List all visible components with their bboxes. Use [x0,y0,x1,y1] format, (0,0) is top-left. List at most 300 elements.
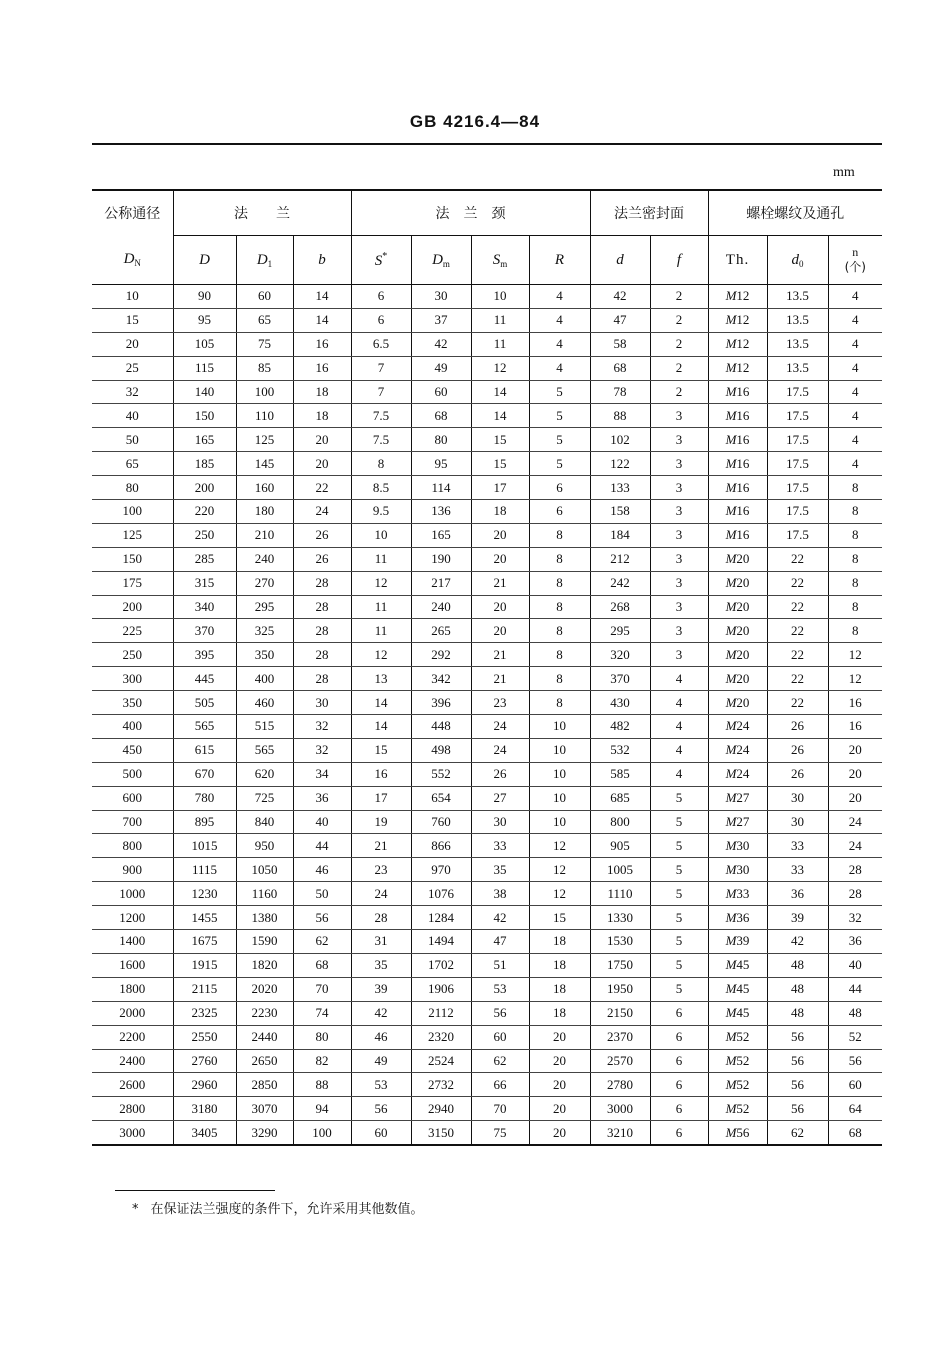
cell-D: 200 [173,476,236,500]
cell-Sm: 70 [471,1097,529,1121]
cell-dn: 150 [92,547,173,571]
cell-thread: M52 [708,1049,767,1073]
cell-thread: M39 [708,930,767,954]
cell-Dm: 2112 [411,1001,471,1025]
cell-R: 18 [529,953,590,977]
table-row [92,1001,882,1025]
cell-R: 5 [529,404,590,428]
cell-R: 12 [529,858,590,882]
cell-d0: 22 [767,643,828,667]
cell-n: 8 [828,476,882,500]
cell-thread: M45 [708,1001,767,1025]
table-row [92,595,882,619]
cell-n: 8 [828,523,882,547]
cell-R: 4 [529,356,590,380]
header-S: S* [351,236,411,285]
header-b: b [293,236,351,285]
cell-Dm: 136 [411,500,471,524]
cell-d0: 17.5 [767,523,828,547]
cell-dn: 450 [92,738,173,762]
cell-Sm: 21 [471,667,529,691]
cell-R: 5 [529,452,590,476]
header-dn: $D_N$ [123,251,141,269]
cell-thread: M36 [708,906,767,930]
table-row [92,619,882,643]
cell-D: 150 [173,404,236,428]
cell-f: 6 [650,1097,708,1121]
cell-n: 8 [828,500,882,524]
cell-d0: 17.5 [767,500,828,524]
table-row [92,977,882,1001]
cell-Sm: 11 [471,332,529,356]
table-row [92,380,882,404]
cell-D1: 350 [236,643,293,667]
cell-Dm: 49 [411,356,471,380]
cell-Dm: 190 [411,547,471,571]
cell-dn: 2000 [92,1001,173,1025]
table-row [92,810,882,834]
cell-Dm: 217 [411,571,471,595]
cell-D1: 1380 [236,906,293,930]
table-row [92,858,882,882]
cell-b: 14 [293,308,351,332]
cell-b: 20 [293,452,351,476]
cell-Sm: 20 [471,595,529,619]
cell-d: 184 [590,523,650,547]
cell-Dm: 95 [411,452,471,476]
cell-n: 4 [828,332,882,356]
cell-Sm: 47 [471,930,529,954]
cell-S: 11 [351,619,411,643]
cell-b: 50 [293,882,351,906]
cell-R: 10 [529,738,590,762]
cell-Dm: 1906 [411,977,471,1001]
cell-d: 42 [590,285,650,309]
cell-D1: 240 [236,547,293,571]
cell-R: 4 [529,332,590,356]
cell-S: 60 [351,1121,411,1145]
cell-D1: 1820 [236,953,293,977]
header-D1: $D_1$ [236,236,293,285]
cell-d: 268 [590,595,650,619]
cell-b: 30 [293,691,351,715]
cell-S: 7.5 [351,428,411,452]
cell-Dm: 30 [411,285,471,309]
cell-R: 12 [529,834,590,858]
cell-dn: 32 [92,380,173,404]
cell-R: 15 [529,906,590,930]
cell-n: 4 [828,428,882,452]
cell-dn: 20 [92,332,173,356]
cell-b: 74 [293,1001,351,1025]
cell-Sm: 60 [471,1025,529,1049]
cell-b: 82 [293,1049,351,1073]
cell-dn: 700 [92,810,173,834]
cell-d: 122 [590,452,650,476]
cell-S: 31 [351,930,411,954]
cell-dn: 1200 [92,906,173,930]
cell-d: 58 [590,332,650,356]
cell-S: 12 [351,571,411,595]
cell-n: 12 [828,643,882,667]
cell-R: 8 [529,571,590,595]
cell-d: 1005 [590,858,650,882]
cell-f: 4 [650,691,708,715]
cell-S: 49 [351,1049,411,1073]
cell-thread: M52 [708,1025,767,1049]
cell-f: 2 [650,380,708,404]
cell-R: 8 [529,691,590,715]
cell-Dm: 2940 [411,1097,471,1121]
cell-D1: 125 [236,428,293,452]
cell-n: 4 [828,285,882,309]
cell-Dm: 265 [411,619,471,643]
cell-d: 1330 [590,906,650,930]
cell-d0: 17.5 [767,428,828,452]
cell-d0: 13.5 [767,356,828,380]
cell-b: 32 [293,738,351,762]
cell-dn: 300 [92,667,173,691]
cell-f: 5 [650,977,708,1001]
cell-b: 80 [293,1025,351,1049]
cell-f: 3 [650,547,708,571]
cell-dn: 100 [92,500,173,524]
cell-n: 4 [828,308,882,332]
cell-d: 532 [590,738,650,762]
cell-d0: 56 [767,1025,828,1049]
cell-thread: M56 [708,1121,767,1145]
cell-f: 3 [650,595,708,619]
cell-S: 21 [351,834,411,858]
header-Dm: $D_m$ [411,236,471,285]
cell-n: 24 [828,810,882,834]
cell-D1: 270 [236,571,293,595]
cell-d: 1950 [590,977,650,1001]
cell-f: 3 [650,404,708,428]
cell-Sm: 35 [471,858,529,882]
cell-b: 28 [293,595,351,619]
cell-D1: 65 [236,308,293,332]
table-row [92,762,882,786]
cell-D1: 1050 [236,858,293,882]
cell-b: 16 [293,356,351,380]
cell-n: 12 [828,667,882,691]
cell-R: 20 [529,1097,590,1121]
cell-b: 18 [293,404,351,428]
cell-Dm: 2732 [411,1073,471,1097]
cell-D1: 60 [236,285,293,309]
cell-D1: 950 [236,834,293,858]
cell-n: 28 [828,882,882,906]
cell-thread: M16 [708,404,767,428]
cell-D1: 145 [236,452,293,476]
cell-D: 285 [173,547,236,571]
cell-D1: 160 [236,476,293,500]
table-row [92,452,882,476]
cell-dn: 1800 [92,977,173,1001]
cell-R: 8 [529,523,590,547]
cell-Sm: 21 [471,571,529,595]
cell-Sm: 51 [471,953,529,977]
cell-d: 2150 [590,1001,650,1025]
cell-R: 4 [529,285,590,309]
cell-Sm: 75 [471,1121,529,1145]
cell-S: 7.5 [351,404,411,428]
header-D: D [173,236,236,285]
cell-dn: 200 [92,595,173,619]
cell-dn: 2600 [92,1073,173,1097]
cell-D1: 325 [236,619,293,643]
cell-n: 44 [828,977,882,1001]
cell-d: 2370 [590,1025,650,1049]
cell-D1: 515 [236,715,293,739]
cell-d0: 36 [767,882,828,906]
cell-D: 105 [173,332,236,356]
cell-d: 133 [590,476,650,500]
cell-D1: 100 [236,380,293,404]
table-row [92,643,882,667]
cell-d: 295 [590,619,650,643]
cell-thread: M45 [708,953,767,977]
table-row [92,332,882,356]
cell-Sm: 38 [471,882,529,906]
header-group-neck: 法 兰 颈 [351,190,590,236]
cell-thread: M20 [708,619,767,643]
cell-thread: M24 [708,738,767,762]
cell-Dm: 1284 [411,906,471,930]
cell-D1: 180 [236,500,293,524]
cell-d0: 17.5 [767,452,828,476]
cell-Sm: 30 [471,810,529,834]
cell-D: 1230 [173,882,236,906]
cell-thread: M20 [708,595,767,619]
cell-d0: 26 [767,738,828,762]
cell-n: 64 [828,1097,882,1121]
cell-thread: M30 [708,858,767,882]
cell-b: 34 [293,762,351,786]
cell-dn: 40 [92,404,173,428]
cell-b: 62 [293,930,351,954]
cell-f: 3 [650,571,708,595]
header-d: d [590,236,650,285]
cell-S: 6 [351,285,411,309]
cell-Dm: 68 [411,404,471,428]
cell-dn: 800 [92,834,173,858]
cell-Dm: 37 [411,308,471,332]
cell-Sm: 27 [471,786,529,810]
table-row [92,523,882,547]
cell-d0: 62 [767,1121,828,1145]
cell-thread: M12 [708,332,767,356]
cell-d0: 22 [767,571,828,595]
table-row [92,500,882,524]
header-bolt-count: n (个) [828,236,882,285]
cell-d0: 22 [767,595,828,619]
cell-dn: 175 [92,571,173,595]
cell-b: 46 [293,858,351,882]
cell-f: 6 [650,1073,708,1097]
cell-D: 370 [173,619,236,643]
cell-dn: 125 [92,523,173,547]
cell-thread: M16 [708,380,767,404]
cell-d0: 13.5 [767,308,828,332]
cell-D1: 725 [236,786,293,810]
cell-d0: 22 [767,667,828,691]
header-group-flange: 法 兰 [173,190,351,236]
header-nominal-diameter: 公称通径 [104,206,161,223]
cell-f: 6 [650,1001,708,1025]
cell-n: 28 [828,858,882,882]
cell-dn: 3000 [92,1121,173,1145]
cell-n: 32 [828,906,882,930]
cell-f: 3 [650,452,708,476]
cell-n: 16 [828,715,882,739]
cell-d: 3000 [590,1097,650,1121]
cell-d0: 22 [767,691,828,715]
cell-D1: 2020 [236,977,293,1001]
cell-Sm: 15 [471,428,529,452]
cell-dn: 500 [92,762,173,786]
cell-S: 9.5 [351,500,411,524]
cell-D: 2960 [173,1073,236,1097]
cell-R: 6 [529,500,590,524]
cell-Dm: 1494 [411,930,471,954]
cell-n: 68 [828,1121,882,1145]
cell-f: 4 [650,667,708,691]
cell-Sm: 33 [471,834,529,858]
cell-f: 5 [650,786,708,810]
cell-Dm: 654 [411,786,471,810]
cell-f: 5 [650,930,708,954]
cell-S: 15 [351,738,411,762]
cell-d0: 26 [767,715,828,739]
cell-thread: M27 [708,786,767,810]
cell-thread: M45 [708,977,767,1001]
cell-D1: 3070 [236,1097,293,1121]
cell-Dm: 60 [411,380,471,404]
cell-D1: 840 [236,810,293,834]
cell-R: 8 [529,619,590,643]
cell-R: 5 [529,428,590,452]
cell-R: 20 [529,1049,590,1073]
cell-f: 3 [650,523,708,547]
cell-R: 20 [529,1073,590,1097]
cell-n: 4 [828,404,882,428]
cell-n: 20 [828,786,882,810]
cell-S: 12 [351,643,411,667]
cell-dn: 15 [92,308,173,332]
cell-S: 13 [351,667,411,691]
cell-Dm: 448 [411,715,471,739]
cell-n: 8 [828,595,882,619]
table-row [92,953,882,977]
cell-Sm: 24 [471,715,529,739]
cell-D: 315 [173,571,236,595]
cell-d0: 17.5 [767,404,828,428]
cell-D: 2325 [173,1001,236,1025]
cell-b: 40 [293,810,351,834]
cell-D: 3405 [173,1121,236,1145]
cell-Sm: 42 [471,906,529,930]
cell-D1: 2230 [236,1001,293,1025]
cell-R: 8 [529,643,590,667]
cell-R: 12 [529,882,590,906]
cell-thread: M16 [708,452,767,476]
cell-n: 8 [828,571,882,595]
cell-Sm: 20 [471,619,529,643]
cell-b: 18 [293,380,351,404]
cell-D: 115 [173,356,236,380]
cell-Sm: 12 [471,356,529,380]
cell-R: 6 [529,476,590,500]
cell-thread: M20 [708,643,767,667]
table-row [92,476,882,500]
cell-S: 23 [351,858,411,882]
cell-D: 3180 [173,1097,236,1121]
cell-n: 60 [828,1073,882,1097]
cell-D: 505 [173,691,236,715]
cell-b: 26 [293,547,351,571]
cell-thread: M12 [708,308,767,332]
cell-D1: 400 [236,667,293,691]
cell-d0: 22 [767,547,828,571]
cell-dn: 2800 [92,1097,173,1121]
cell-dn: 600 [92,786,173,810]
cell-d0: 30 [767,810,828,834]
cell-d: 47 [590,308,650,332]
cell-D: 895 [173,810,236,834]
cell-D1: 565 [236,738,293,762]
cell-dn: 400 [92,715,173,739]
cell-Sm: 20 [471,523,529,547]
cell-thread: M24 [708,762,767,786]
cell-D: 95 [173,308,236,332]
cell-Sm: 23 [471,691,529,715]
cell-D1: 1160 [236,882,293,906]
cell-n: 4 [828,356,882,380]
cell-Sm: 21 [471,643,529,667]
cell-S: 7 [351,356,411,380]
cell-Sm: 15 [471,452,529,476]
cell-D1: 3290 [236,1121,293,1145]
cell-S: 53 [351,1073,411,1097]
cell-Dm: 1702 [411,953,471,977]
cell-b: 22 [293,476,351,500]
cell-D: 340 [173,595,236,619]
cell-R: 20 [529,1025,590,1049]
cell-f: 6 [650,1025,708,1049]
cell-Dm: 342 [411,667,471,691]
cell-n: 36 [828,930,882,954]
table-row [92,356,882,380]
cell-D: 165 [173,428,236,452]
cell-b: 70 [293,977,351,1001]
cell-d: 370 [590,667,650,691]
cell-dn: 1600 [92,953,173,977]
cell-d: 2780 [590,1073,650,1097]
table-row [92,882,882,906]
cell-n: 8 [828,547,882,571]
cell-b: 68 [293,953,351,977]
cell-Dm: 498 [411,738,471,762]
cell-dn: 25 [92,356,173,380]
cell-D1: 2850 [236,1073,293,1097]
cell-b: 100 [293,1121,351,1145]
cell-Sm: 14 [471,404,529,428]
cell-f: 5 [650,882,708,906]
cell-D: 670 [173,762,236,786]
table-row [92,834,882,858]
